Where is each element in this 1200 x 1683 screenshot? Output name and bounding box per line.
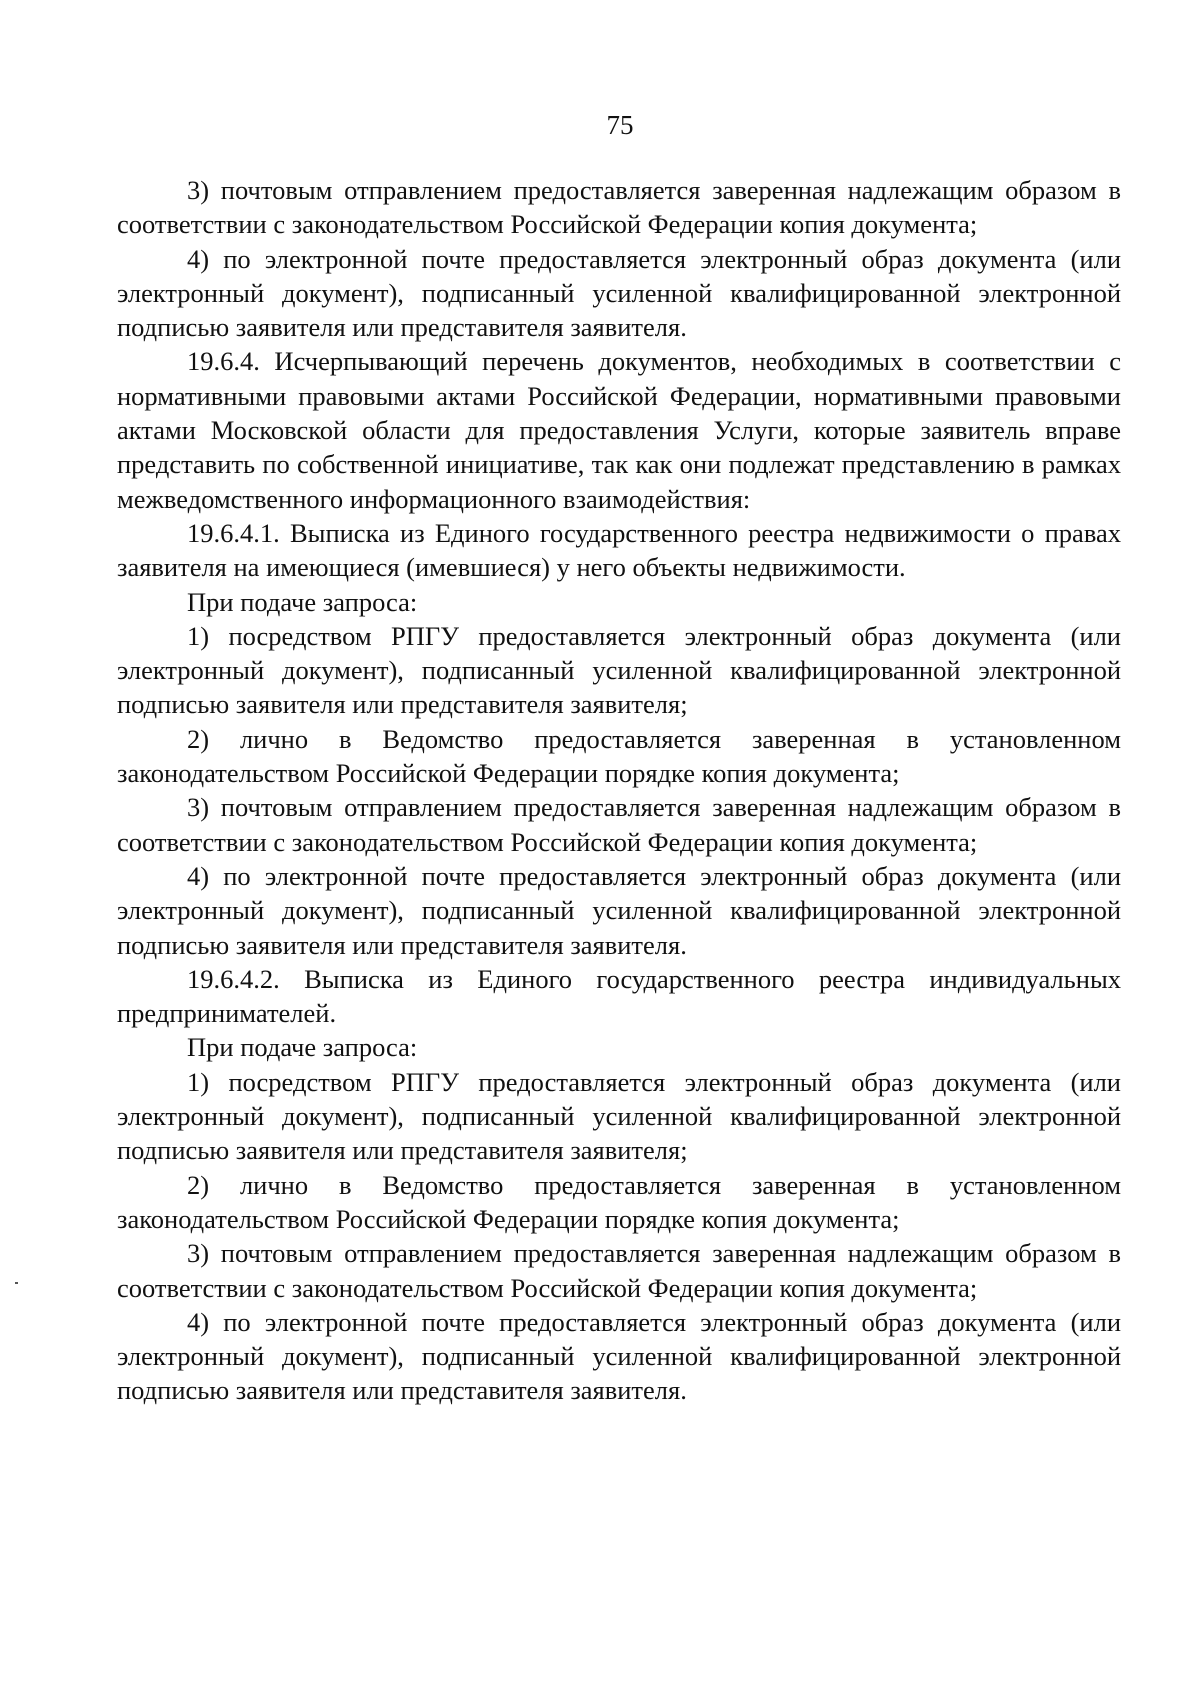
paragraph: 4) по электронной почте предоставляется электронный образ документа (или электронный документ), подписанный усиленной квалифицированной электронной подписью заявителя или представителя заявителя. [117,1306,1121,1406]
paragraph: 19.6.4. Исчерпывающий перечень документов, необходимых в соответствии с нормативными правовыми актами Российской Федерации, нормативными правовыми актами Московской области для предоставления Услуги, которые заявитель вправе представить по собственной инициативе, так как они подлежат представлению в рамках межведомственного информационного взаимодействия: [117,346,1121,514]
paragraph: 19.6.4.2. Выписка из Единого государственного реестра индивидуальных предпринимателей. [117,963,1121,1029]
paragraph: 2) лично в Ведомство предоставляется заверенная в установленном законодательством Российской Федерации порядке копия документа; [117,723,1121,789]
paragraph: 4) по электронной почте предоставляется электронный образ документа (или электронный документ), подписанный усиленной квалифицированной электронной подписью заявителя или представителя заявителя. [117,860,1121,960]
paragraph: 3) почтовым отправлением предоставляется заверенная надлежащим образом в соответствии с законодательством Российской Федерации копия документа; [117,175,1121,240]
paragraph: При подаче запроса: [187,1032,418,1063]
paragraph: 3) почтовым отправлением предоставляется заверенная надлежащим образом в соответствии с законодательством Российской Федерации копия документа; [117,792,1121,857]
scan-artifact [15,1282,18,1284]
paragraph: 1) посредством РПГУ предоставляется электронный образ документа (или электронный документ), подписанный усиленной квалифицированной электронной подписью заявителя или представителя заявителя; [117,620,1121,720]
paragraph: 2) лично в Ведомство предоставляется заверенная в установленном законодательством Российской Федерации порядке копия документа; [117,1169,1121,1234]
page-number: 75 [606,110,634,140]
paragraph: 19.6.4.1. Выписка из Единого государственного реестра недвижимости о правах заявителя на имеющиеся (имевшиеся) у него объекты недвижимости. [117,517,1121,583]
paragraph: 1) посредством РПГУ предоставляется электронный образ документа (или электронный документ), подписанный усиленной квалифицированной электронной подписью заявителя или представителя заявителя; [117,1066,1121,1166]
paragraph: 3) почтовым отправлением предоставляется заверенная надлежащим образом в соответствии с законодательством Российской Федерации копия документа; [117,1238,1121,1303]
paragraph: 4) по электронной почте предоставляется электронный образ документа (или электронный документ), подписанный усиленной квалифицированной электронной подписью заявителя или представителя заявителя. [117,243,1121,343]
document-body [117,173,1121,1408]
paragraph: При подаче запроса: [187,586,418,617]
